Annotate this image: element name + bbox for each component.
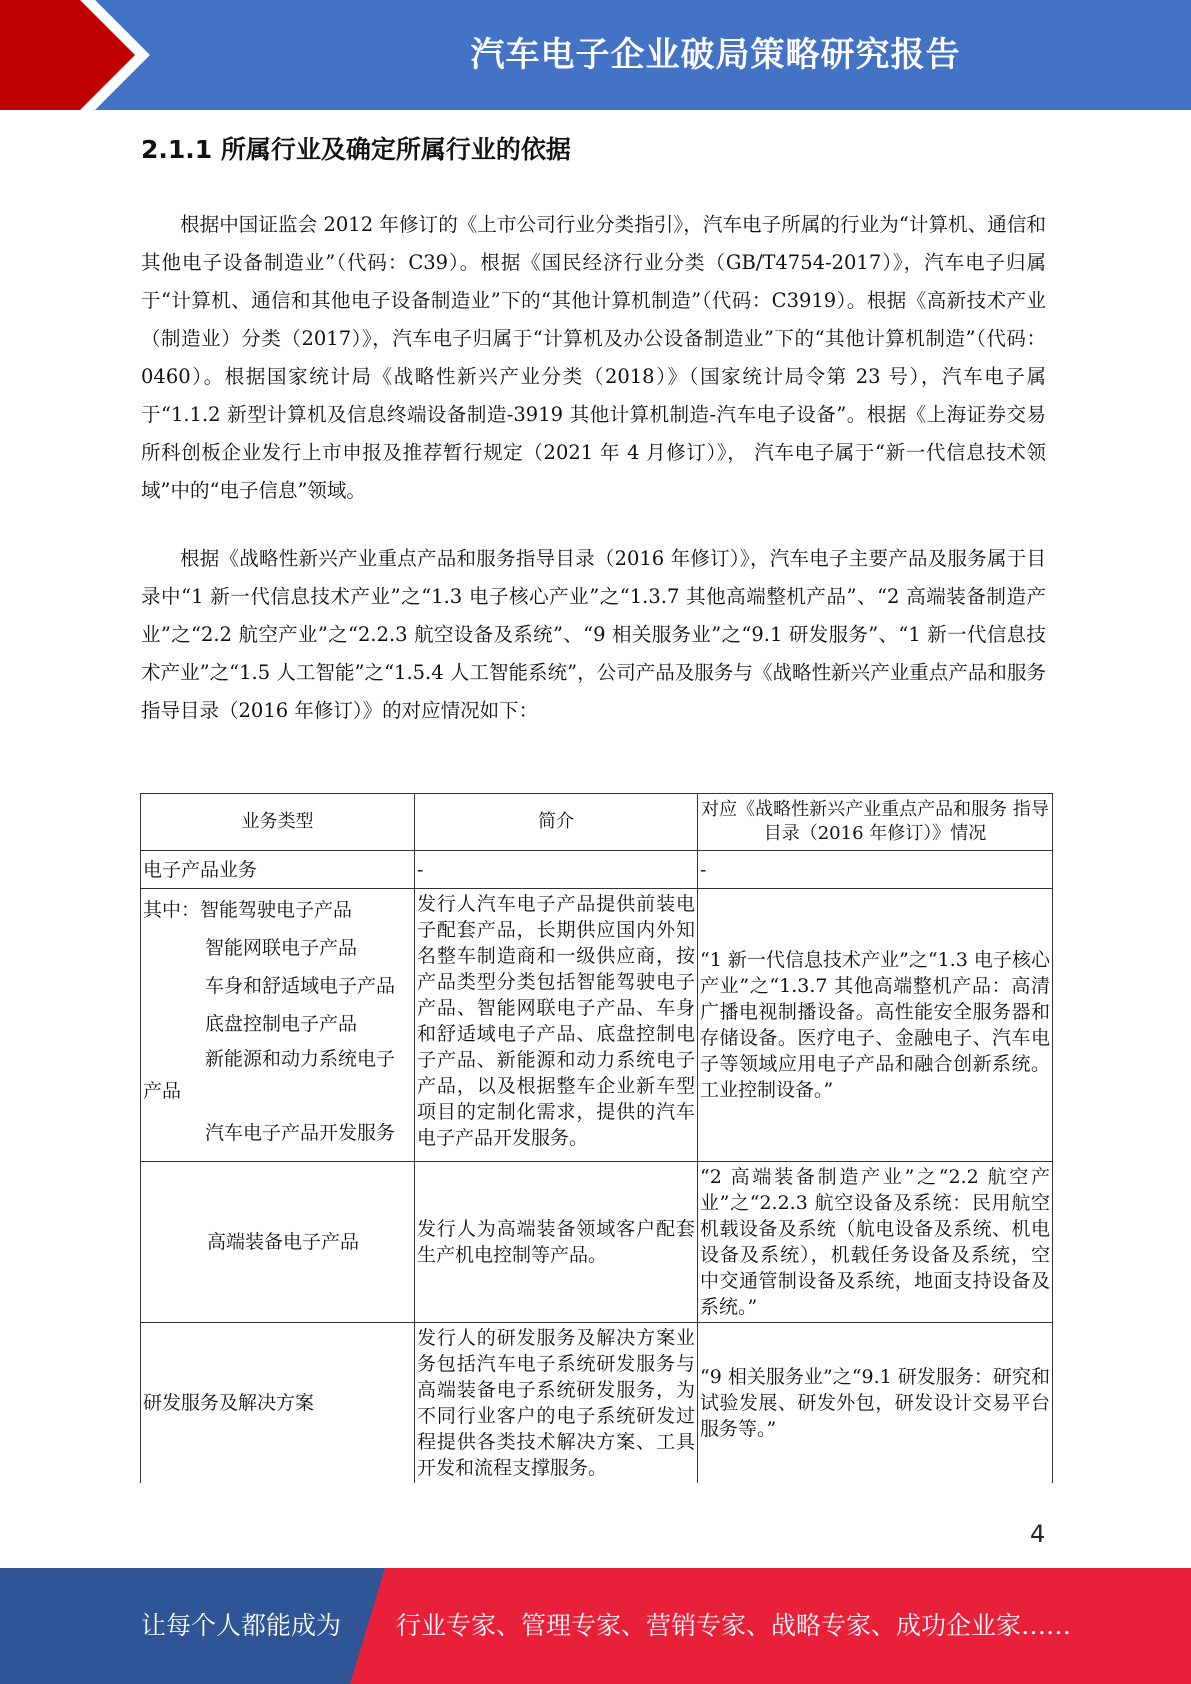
section-heading: 2.1.1 所属行业及确定所属行业的依据 (141, 135, 571, 164)
list-item: 车身和舒适域电子产品 (205, 975, 396, 997)
list-item: 产品 (143, 1080, 182, 1102)
cell-business-type: 研发服务及解决方案 (141, 1323, 415, 1484)
sub-type-list (143, 891, 412, 1159)
footer-slogan-left: 让每个人都能成为 (141, 1611, 342, 1640)
cell-mapping: “2 高端装备制造产业”之“2.2 航空产业”之“2.2.3 航空设备及系统：民用航空机载设备及系统（航电设备及系统、机电设备及系统），机载任务设备及系统，空中交通管制设备及系统，地面支持设备及系统。” (698, 1162, 1053, 1323)
list-item: 汽车电子产品开发服务 (205, 1122, 396, 1144)
cell-business-type: 电子产品业务 (141, 851, 415, 889)
footer-slogan-right: 行业专家、管理专家、营销专家、战略专家、成功企业家…… (396, 1611, 1072, 1640)
table-row (141, 1162, 1053, 1323)
body-paragraph-1: 根据中国证监会 2012 年修订的《上市公司行业分类指引》，汽车电子所属的行业为“计算机、通信和其他电子设备制造业”（代码：C39）。根据《国民经济行业分类（GB/T4754-2017）》，汽车电子归属于“计算机、通信和其他电子设备制造业”下的“其他计算机制造”（代码：C3919）。根据《高新技术产业（制造业）分类（2017）》，汽车电子归属于“计算机及办公设备制造业”下的“其他计算机制造”（代码：0460）。根据国家统计局《战略性新兴产业分类（2018）》（国家统计局令第 23 号），汽车电子属于“1.1.2 新型计算机及信息终端设备制造-3919 其他计算机制造-汽车电子设备”。根据《上海证券交易所科创板企业发行上市申报及推荐暂行规定（2021 年 4 月修订）》， 汽车电子属于“新一代信息技术领域”中的“电子信息”领域。 (141, 213, 1046, 502)
body-paragraph-2: 根据《战略性新兴产业重点产品和服务指导目录（2016 年修订）》，汽车电子主要产品及服务属于目录中“1 新一代信息技术产业”之“1.3 电子核心产业”之“1.3.7 其他高端整机产品”、“2 高端装备制造产业”之“2.2 航空产业”之“2.2.3 航空设备及系统”、“9 相关服务业”之“9.1 研发服务”、“1 新一代信息技术产业”之“1.5 人工智能”之“1.5.4 人工智能系统”，公司产品及服务与《战略性新兴产业重点产品和服务指导目录（2016 年修订）》的对应情况如下： (141, 547, 1046, 722)
list-item: 新能源和动力系统电子 (205, 1048, 396, 1070)
column-header-mapping: 对应《战略性新兴产业重点产品和服务 指导目录（2016 年修订）》情况 (698, 794, 1053, 851)
column-header-intro: 简介 (415, 794, 698, 851)
list-item: 底盘控制电子产品 (205, 1013, 358, 1035)
header-banner (0, 0, 1191, 110)
table-row (141, 1323, 1053, 1484)
table-row (141, 851, 1053, 889)
cell-intro: 发行人为高端装备领域客户配套生产机电控制等产品。 (415, 1162, 698, 1323)
page-number: 4 (1030, 1520, 1046, 1548)
sub-type-label: 智能驾驶电子产品 (200, 899, 353, 921)
cell-mapping: - (698, 851, 1053, 889)
list-item (143, 891, 412, 929)
cell-mapping: “1 新一代信息技术产业”之“1.3 电子核心产业”之“1.3.7 其他高端整机产品：高清广播电视制播设备。高性能安全服务器和存储设备。医疗电子、金融电子、汽车电子等领域应用电子产品和融合创新系统。工业控制设备。” (698, 889, 1053, 1162)
industry-mapping-table (140, 793, 1053, 1483)
column-header-business-type: 业务类型 (141, 794, 415, 851)
cell-intro: - (415, 851, 698, 889)
cell-mapping: “9 相关服务业”之“9.1 研发服务：研究和试验发展、研发外包，研发设计交易平台服务等。” (698, 1323, 1053, 1484)
table-header-row (141, 794, 1053, 851)
cell-business-type: 高端装备电子产品 (141, 1162, 415, 1323)
cell-business-type (141, 889, 415, 1162)
header-title: 汽车电子企业破局策略研究报告 (470, 35, 961, 75)
cell-intro: 发行人汽车电子产品提供前装电子配套产品，长期供应国内外知名整车制造商和一级供应商，按产品类型分类包括智能驾驶电子产品、智能网联电子产品、车身和舒适域电子产品、底盘控制电子产品、新能源和动力系统电子产品，以及根据整车企业新车型项目的定制化需求，提供的汽车电子产品开发服务。 (415, 889, 698, 1162)
sub-type-prefix: 其中： (143, 899, 201, 921)
table-row (141, 889, 1053, 1162)
list-item: 智能网联电子产品 (205, 937, 358, 959)
cell-intro: 发行人的研发服务及解决方案业务包括汽车电子系统研发服务与高端装备电子系统研发服务，为不同行业客户的电子系统研发过程提供各类技术解决方案、工具开发和流程支撑服务。 (415, 1323, 698, 1484)
footer-banner (0, 1568, 1191, 1684)
